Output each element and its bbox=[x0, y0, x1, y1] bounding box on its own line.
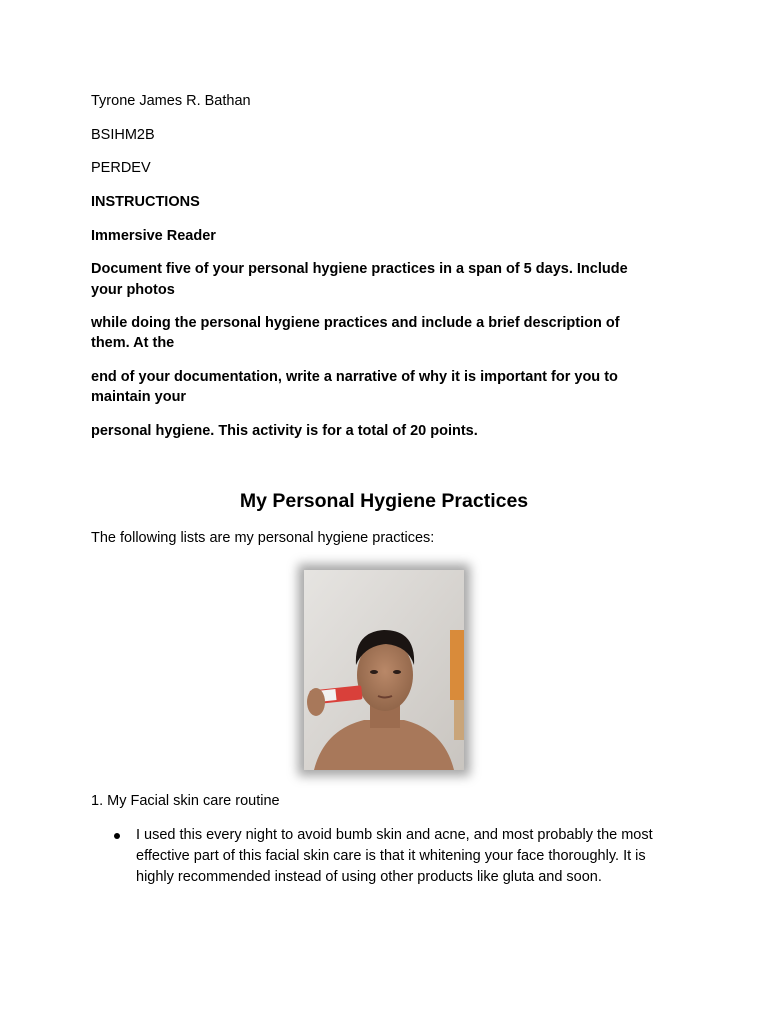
instruction-line: end of your documentation, write a narrative of why it is important for you to bbox=[91, 369, 618, 385]
instructions-heading: INSTRUCTIONS bbox=[91, 194, 200, 210]
instruction-line: personal hygiene. This activity is for a total of 20 points. bbox=[91, 423, 478, 439]
bullet-line: highly recommended instead of using other products like gluta and soon. bbox=[136, 869, 602, 885]
student-name: Tyrone James R. Bathan bbox=[91, 93, 251, 109]
intro-text: The following lists are my personal hygiene practices: bbox=[91, 530, 435, 546]
bullet-line: I used this every night to avoid bumb skin and acne, and most probably the most bbox=[136, 827, 653, 843]
page-title: My Personal Hygiene Practices bbox=[239, 490, 529, 512]
instruction-line: them. At the bbox=[91, 335, 175, 351]
student-section: BSIHM2B bbox=[91, 127, 155, 143]
instruction-line: Document five of your personal hygiene practices in a span of 5 days. Include bbox=[91, 261, 628, 277]
bullet-icon bbox=[114, 833, 120, 839]
list-item bbox=[91, 825, 691, 888]
subject-code: PERDEV bbox=[91, 160, 151, 176]
item-heading: 1. My Facial skin care routine bbox=[91, 793, 280, 809]
instruction-line: maintain your bbox=[91, 389, 187, 405]
bullet-list bbox=[91, 825, 691, 888]
bullet-line: effective part of this facial skin care is that it whitening your face thoroughly. It is bbox=[136, 848, 646, 864]
immersive-reader-label: Immersive Reader bbox=[91, 228, 216, 244]
instruction-line: while doing the personal hygiene practices and include a brief description of bbox=[91, 315, 620, 331]
instruction-line: your photos bbox=[91, 282, 175, 298]
selfie-photo bbox=[304, 570, 464, 770]
person-applying-cream-photo bbox=[304, 570, 464, 770]
